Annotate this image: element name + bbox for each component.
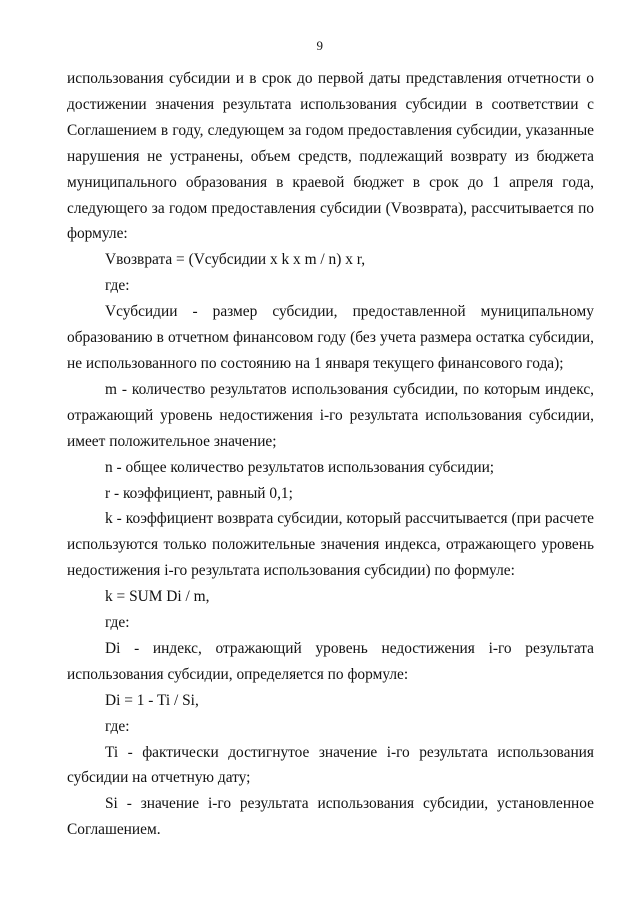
where-label: где: [105,614,130,632]
formula-di: Di = 1 - Ti / Si, [105,691,199,709]
definition-si: Si - значение i-го результата использования субсидии, установленное Соглашением. [67,795,594,839]
paragraph-continuation: использования субсидии и в срок до первой даты представления отчетности о достижении значения результата использования субсидии в соответствии с Соглашением в году, следующем за годом предоставления субсидии, указанные нарушения не устранены, объем средств, подлежащий возврату из бюджета муниципального образования в краевой бюджет в срок до 1 апреля года, следующего за годом предоставления субсидии (Vвозврата), рассчитывается по формуле: [67,70,594,243]
definition-v-subsidy: Vсубсидии - размер субсидии, предоставленной муниципальному образованию в отчетном финансовом году (без учета размера остатка субсидии, не использованного по состоянию на 1 января текущего финансового года); [67,303,594,372]
definition-ti: Ti - фактически достигнутое значение i-го результата использования субсидии на отчетную дату; [67,743,594,787]
formula-v-return: Vвозврата = (Vсубсидии x k x m / n) x r, [105,251,366,269]
definition-r: r - коэффициент, равный 0,1; [105,484,293,502]
document-body [67,66,594,843]
formula-k: k = SUM Di / m, [105,588,210,606]
definition-k: k - коэффициент возврата субсидии, который рассчитывается (при расчете используются только положительные значения индекса, отражающего уровень недостижения i-го результата использования субсидии) по формуле: [67,510,594,580]
page-number: 9 [316,38,324,53]
definition-m: m - количество результатов использования субсидии, по которым индекс, отражающий уровень недостижения i-го результата использования субсидии, имеет положительное значение; [67,380,594,450]
definition-n: n - общее количество результатов использования субсидии; [105,458,495,476]
where-label: где: [105,277,130,295]
definition-di: Di - индекс, отражающий уровень недостижения i-го результата использования субсидии, определяется по формуле: [67,639,594,683]
where-label: где: [105,717,130,735]
